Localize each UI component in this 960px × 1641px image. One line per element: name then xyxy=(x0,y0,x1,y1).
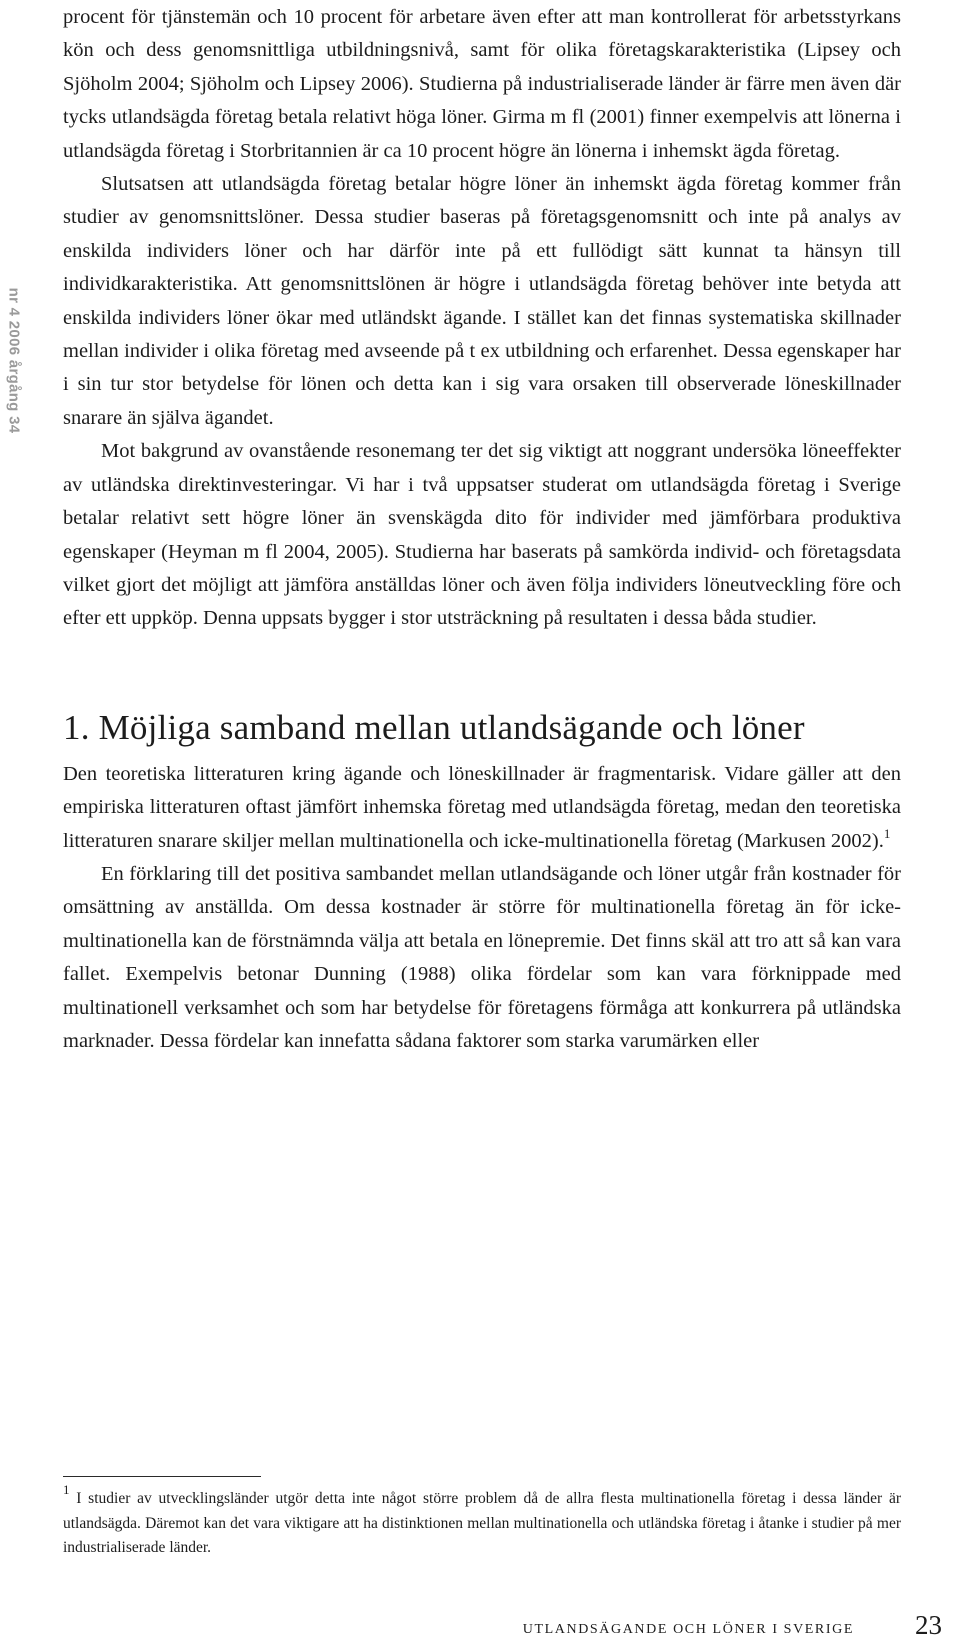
footnote-marker: 1 xyxy=(63,1481,70,1497)
journal-issue-text: nr 4 2006 årgång 34 xyxy=(5,287,23,433)
footnote-reference: 1 xyxy=(883,825,891,841)
footnotes xyxy=(63,1476,901,1561)
page-footer xyxy=(0,1608,960,1638)
footnote-divider xyxy=(63,1476,261,1477)
journal-issue-label xyxy=(4,270,24,450)
footnote-text: I studier av utvecklingsländer utgör detta inte något större problem då de allra flesta multinationella företag i dessa länder är utlandsägda. Däremot kan det vara viktigare att ha distinktionen mellan multinationella och utländska företag i åtanke i studier på mer industrialiserade länder. xyxy=(63,1490,901,1557)
body-paragraph: procent för tjänstemän och 10 procent för arbetare även efter att man kontrollerat för arbetsstyrkans kön och dess genomsnittliga utbildningsnivå, samt för olika företagskarakteristika (Lipsey och Sjöholm 2004; Sjöholm och Lipsey 2006). Studierna på industrialiserade länder är färre men även där tycks utlandsägda företag betala relativt höga löner. Girma m fl (2001) finner exempelvis att lönerna i utlandsägda företag i Storbritannien är ca 10 procent högre än lönerna i inhemskt ägda företag. xyxy=(63,6,901,162)
page-number: 23 xyxy=(915,1610,942,1640)
article-body xyxy=(63,0,901,1058)
body-paragraph: Slutsatsen att utlandsägda företag betalar högre löner än inhemskt ägda företag kommer från studier av genomsnittslöner. Dessa studier baseras på företagsgenomsnitt och inte på analys av enskilda individers löner och har därför inte på ett fullödigt sätt kunnat ta hänsyn till individkarakteristika. Att genomsnittslönen är högre i utlandsägda företag behöver inte betyda att enskilda individers löner ökar med utländskt ägande. I stället kan det finnas systematiska skillnader mellan individer i olika företag med avseende på t ex utbildning och erfarenhet. Dessa egenskaper har i sin tur stor betydelse för lönen och detta kan i sig vara orsaken till observerade löneskillnader snarare än själva ägandet. xyxy=(63,173,901,429)
section-heading: 1. Möjliga samband mellan utlandsägande och löner xyxy=(63,707,805,747)
running-title: UTLANDSÄGANDE OCH LÖNER I SVERIGE xyxy=(522,1622,854,1637)
section-paragraph: En förklaring till det positiva sambandet mellan utlandsägande och löner utgår från kostnader för omsättning av anställda. Om dessa kostnader är större för multinationella företag än för icke-multinationella kan de förstnämnda välja att betala en lönepremie. Det finns skäl att tro att så kan vara fallet. Exempelvis betonar Dunning (1988) olika fördelar som kan vara förknippade med multinationell verksamhet och som har betydelse för företagens förmåga att konkurrera på utländska marknader. Dessa fördelar kan innefatta sådana faktorer som starka varumärken eller xyxy=(63,862,901,1052)
section-paragraph-text: Den teoretiska litteraturen kring ägande och löneskillnader är fragmentarisk. Vidare gäller att den empiriska litteraturen oftast jämfört inhemska företag med utlandsägda företag, medan den teoretiska litteraturen snarare skiljer mellan multinationella och icke-multinationella företag (Markusen 2002). xyxy=(63,762,901,852)
body-paragraph: Mot bakgrund av ovanstående resonemang ter det sig viktigt att noggrant undersöka löneeffekter av utländska direktinvesteringar. Vi har i två uppsatser studerat om utlandsägda företag i Sverige betalar relativt sett högre löner än svenskägda dito för individer med jämförbara produktiva egenskaper (Heyman m fl 2004, 2005). Studierna har baserats på samkörda individ- och företagsdata vilket gjort det möjligt att jämföra anställdas löner och även följa individers löneutveckling före och efter ett uppköp. Denna uppsats bygger i stor utsträckning på resultaten i dessa båda studier. xyxy=(63,440,901,630)
section-paragraph xyxy=(63,758,901,858)
footnote xyxy=(63,1481,901,1561)
